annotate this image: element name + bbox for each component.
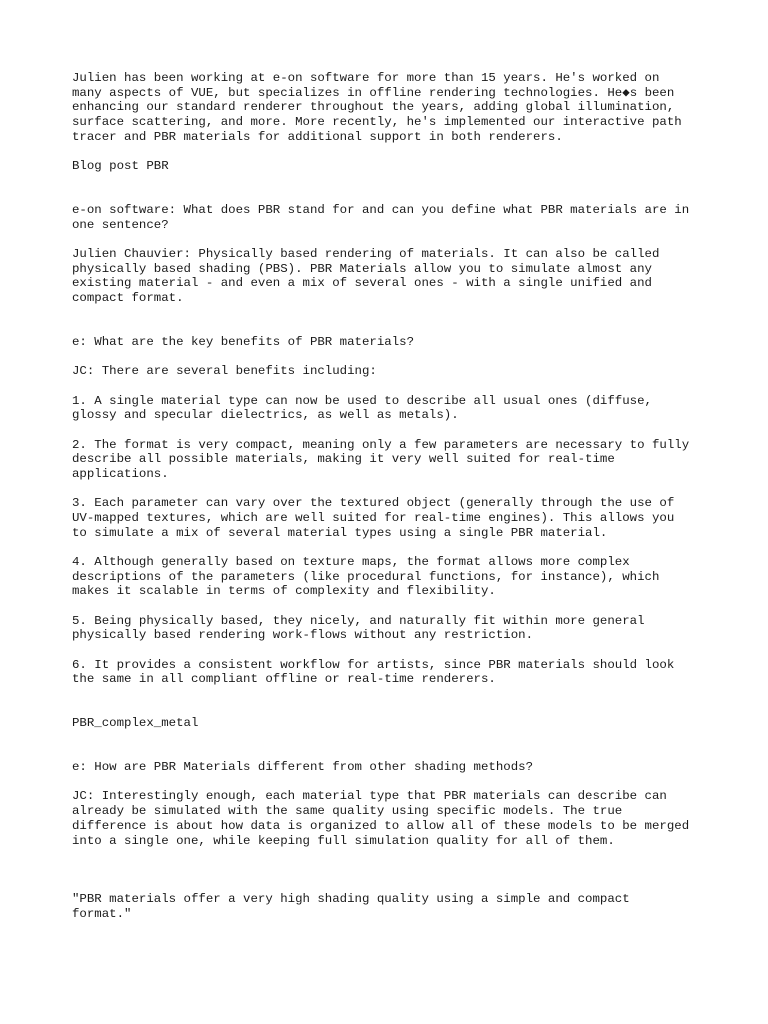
- paragraph: [72, 760, 712, 775]
- paragraph-gap: [72, 482, 712, 497]
- paragraph-gap: [72, 848, 712, 892]
- text-line: surface scattering, and more. More recently, he's implemented our interactive path: [72, 115, 682, 130]
- paragraph: [72, 658, 712, 687]
- text-line: applications.: [72, 466, 169, 481]
- text-line: e: What are the key benefits of PBR materials?: [72, 335, 415, 350]
- text-line: existing material - and even a mix of several ones - with a single unified and: [72, 276, 652, 291]
- paragraph-gap: [72, 599, 712, 614]
- paragraph: [72, 496, 712, 540]
- text-line: 3. Each parameter can vary over the textured object (generally through the use of: [72, 496, 675, 511]
- paragraph-gap: [72, 540, 712, 555]
- paragraph-gap: [72, 174, 712, 203]
- text-line: one sentence?: [72, 217, 169, 232]
- text-line: UV-mapped textures, which are well suited for real-time engines). This allows you: [72, 510, 675, 525]
- paragraph-gap: [72, 350, 712, 365]
- text-line: the same in all compliant offline or real-time renderers.: [72, 672, 496, 687]
- paragraph: [72, 555, 712, 599]
- text-line: format.": [72, 906, 132, 921]
- paragraph-gap: [72, 144, 712, 159]
- paragraph: [72, 247, 712, 306]
- paragraph-gap: [72, 379, 712, 394]
- text-line: 2. The format is very compact, meaning only a few parameters are necessary to fully: [72, 437, 690, 452]
- document-page: [72, 71, 712, 922]
- text-line: JC: Interestingly enough, each material type that PBR materials can describe can: [72, 789, 667, 804]
- text-line: PBR_complex_metal: [72, 716, 199, 731]
- text-line: into a single one, while keeping full simulation quality for all of them.: [72, 833, 615, 848]
- text-line: difference is about how data is organized to allow all of these models to be merged: [72, 818, 690, 833]
- text-line: e-on software: What does PBR stand for and can you define what PBR materials are in: [72, 203, 690, 218]
- text-line: JC: There are several benefits including:: [72, 364, 377, 379]
- text-line: describe all possible materials, making it very well suited for real-time: [72, 452, 615, 467]
- paragraph-gap: [72, 232, 712, 247]
- paragraph-gap: [72, 775, 712, 790]
- paragraph: [72, 394, 712, 423]
- paragraph: [72, 789, 712, 848]
- text-line: already be simulated with the same quality using specific models. The true: [72, 804, 623, 819]
- paragraph: [72, 364, 712, 379]
- text-line: physically based shading (PBS). PBR Materials allow you to simulate almost any: [72, 261, 652, 276]
- text-line: compact format.: [72, 291, 184, 306]
- paragraph-gap: [72, 687, 712, 716]
- text-line: Blog post PBR: [72, 159, 169, 174]
- text-line: physically based rendering work-flows without any restriction.: [72, 628, 534, 643]
- paragraph: [72, 71, 712, 144]
- text-line: 6. It provides a consistent workflow for artists, since PBR materials should look: [72, 657, 675, 672]
- text-line: Julien has been working at e-on software for more than 15 years. He's worked on: [72, 71, 660, 85]
- paragraph: [72, 438, 712, 482]
- text-line: enhancing our standard renderer throughout the years, adding global illumination,: [72, 100, 675, 115]
- text-line: "PBR materials offer a very high shading quality using a simple and compact: [72, 892, 630, 907]
- paragraph: [72, 892, 712, 921]
- paragraph-gap: [72, 731, 712, 760]
- text-line: 5. Being physically based, they nicely, and naturally fit within more general: [72, 613, 645, 628]
- text-line: 4. Although generally based on texture maps, the format allows more complex: [72, 554, 630, 569]
- paragraph: [72, 614, 712, 643]
- text-line: 1. A single material type can now be used to describe all usual ones (diffuse,: [72, 393, 652, 408]
- text-line: e: How are PBR Materials different from other shading methods?: [72, 760, 534, 775]
- text-line: to simulate a mix of several material types using a single PBR material.: [72, 525, 608, 540]
- text-line: many aspects of VUE, but specializes in offline rendering technologies. He◆s been: [72, 85, 675, 100]
- text-line: Julien Chauvier: Physically based rendering of materials. It can also be called: [72, 246, 660, 261]
- paragraph: [72, 335, 712, 350]
- paragraph: [72, 159, 712, 174]
- paragraph: [72, 716, 712, 731]
- paragraph-gap: [72, 306, 712, 335]
- text-line: makes it scalable in terms of complexity and flexibility.: [72, 584, 496, 599]
- text-line: descriptions of the parameters (like procedural functions, for instance), which: [72, 569, 660, 584]
- text-line: tracer and PBR materials for additional support in both renderers.: [72, 129, 563, 144]
- paragraph-gap: [72, 423, 712, 438]
- paragraph: [72, 203, 712, 232]
- text-line: glossy and specular dielectrics, as well as metals).: [72, 408, 459, 423]
- paragraph-gap: [72, 643, 712, 658]
